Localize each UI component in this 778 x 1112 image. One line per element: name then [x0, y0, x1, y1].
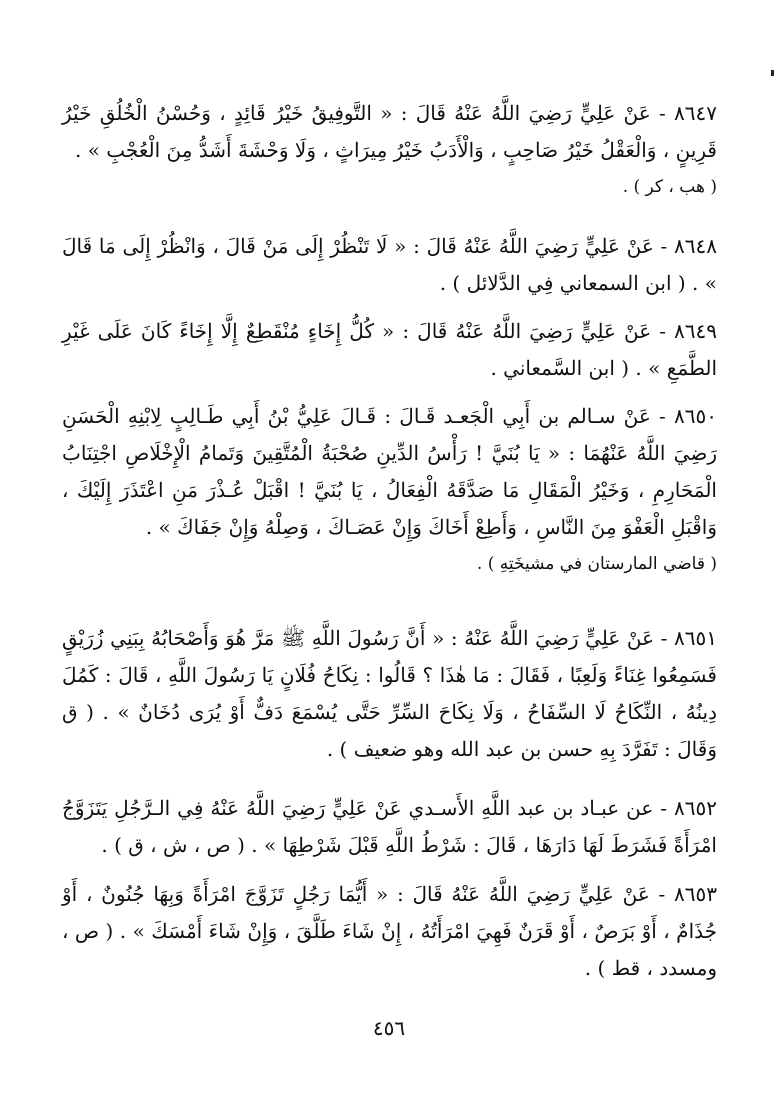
hadith-source: ( هب ، كر ) .: [622, 177, 717, 197]
hadith-text: ٨٦٤٨ - عَنْ عَلِيٍّ رَضِيَ اللَّهُ عَنْهُ قَالَ : « لَا تَنْظُرْ إِلَى مَنْ قَالَ ، وَانْظُرْ إِلَى مَا قَالَ » . ( ابن السمعاني فِي الدَّلائل ) .: [62, 234, 717, 295]
hadith-entry-8651: [62, 620, 717, 768]
hadith-text: ٨٦٥١ - عَنْ عَلِيٍّ رَضِيَ اللَّهُ عَنْهُ : « أَنَّ رَسُولَ اللَّهِ ﷺ مَرَّ هُوَ وَأَصْحَابُهُ بِبَنِي زُرَيْقٍ فَسَمِعُوا غِنَاءً وَلَعِبًا ، فَقَالَ : مَا هٰذَا ؟ قَالُوا : نِكَاحُ فُلَانٍ يَا رَسُولَ اللَّهِ ، قَالَ : كَمُلَ دِينُهُ ، النِّكَاحُ لَا السِّفَاحُ ، وَلَا نِكَاحَ السِّرِّ حَتَّى يُسْمَعَ دَفٌّ أَوْ يُرَى دُخَانٌ » . ( ق وَقَالَ : تَفَرَّدَ بِهِ حسن بن عبد الله وهو ضعيف ) .: [62, 626, 717, 761]
hadith-entry-8647: [62, 95, 717, 206]
hadith-entry-8648: [62, 228, 717, 302]
page-number: ٤٥٦: [372, 1016, 406, 1040]
hadith-text: ٨٦٥٢ - عن عبـاد بن عبد اللَّهِ الأَسـدي عَنْ عَلِيٍّ رَضِيَ اللَّهُ عَنْهُ فِي الـرَّجُلِ يَتَزَوَّجُ امْرَأَةً فَشَرَطَ لَهَا دَارَهَا ، قَالَ : شَرْطُ اللَّهِ قَبْلَ شَرْطِهَا » . ( ص ، ش ، ق ) .: [62, 796, 717, 857]
hadith-entry-8653: [62, 876, 717, 987]
hadith-text: ٨٦٥٣ - عَنْ عَلِيٍّ رَضِيَ اللَّهُ عَنْهُ قَالَ : « أَيُّمَا رَجُلٍ تَزَوَّجَ امْرَأَةً وَبِهَا جُنُونٌ ، أَوْ جُذَامٌ ، أَوْ بَرَصٌ ، أَوْ قَرَنٌ فَهِيَ امْرَأَتُهُ ، إِنْ شَاءَ طَلَّقَ ، وَإِنْ شَاءَ أَمْسَكَ » . ( ص ، ومسدد ، قط ) .: [62, 882, 717, 980]
hadith-source: ( قاضي المارستان في مشيخَتِهِ ) .: [476, 554, 717, 574]
hadith-text: ٨٦٥٠ - عَنْ سـالم بن أَبِي الْجَعـد قَـالَ : قَـالَ عَلِيُّ بْنُ أَبِي طَـالِبٍ لِابْنِهِ الْحَسَنِ رَضِيَ اللَّهُ عَنْهُمَا : « يَا بُنَيَّ ! رَأْسُ الدِّينِ صُحْبَةُ الْمُتَّقِينَ وَتَمامُ الْإِخْلَاصِ اجْتِنَابُ الْمَحَارِمِ ، وَخَيْرُ الْمَقَالِ مَا صَدَّقَهُ الْفِعَالُ ، يَا بُنَيَّ ! اقْبَلْ عُـذْرَ مَنِ اعْتَذَرَ إِلَيْكَ ، وَاقْبَلِ الْعَفْوَ مِنَ النَّاسِ ، وَأَطِعْ أَخَاكَ وَإِنْ عَصَـاكَ ، وَصِلْهُ وَإِنْ جَفَاكَ » .: [62, 404, 717, 539]
scan-edge-mark: [771, 70, 774, 76]
hadith-text: ٨٦٤٩ - عَنْ عَلِيٍّ رَضِيَ اللَّهُ عَنْهُ قَالَ : « كُلُّ إِخَاءٍ مُنْقَطِعٌ إِلَّا إِخَاءً كَانَ عَلَى غَيْرِ الطَّمَعِ » . ( ابن السَّمعاني .: [62, 319, 717, 380]
hadith-entry-8652: [62, 790, 717, 864]
hadith-text: ٨٦٤٧ - عَنْ عَلِيٍّ رَضِيَ اللَّهُ عَنْهُ قَالَ : « التَّوفِيقُ خَيْرُ قَائِدٍ ، وَحُسْنُ الْخُلُقِ خَيْرُ قَرِينٍ ، وَالْعَقْلُ خَيْرُ صَاحِبٍ ، وَالْأَدَبُ خَيْرُ مِيرَاثٍ ، وَلَا وَحْشَةَ أَشَدُّ مِنَ الْعُجْبِ » .: [62, 101, 717, 162]
hadith-entry-8650: [62, 398, 717, 583]
hadith-entry-8649: [62, 313, 717, 387]
